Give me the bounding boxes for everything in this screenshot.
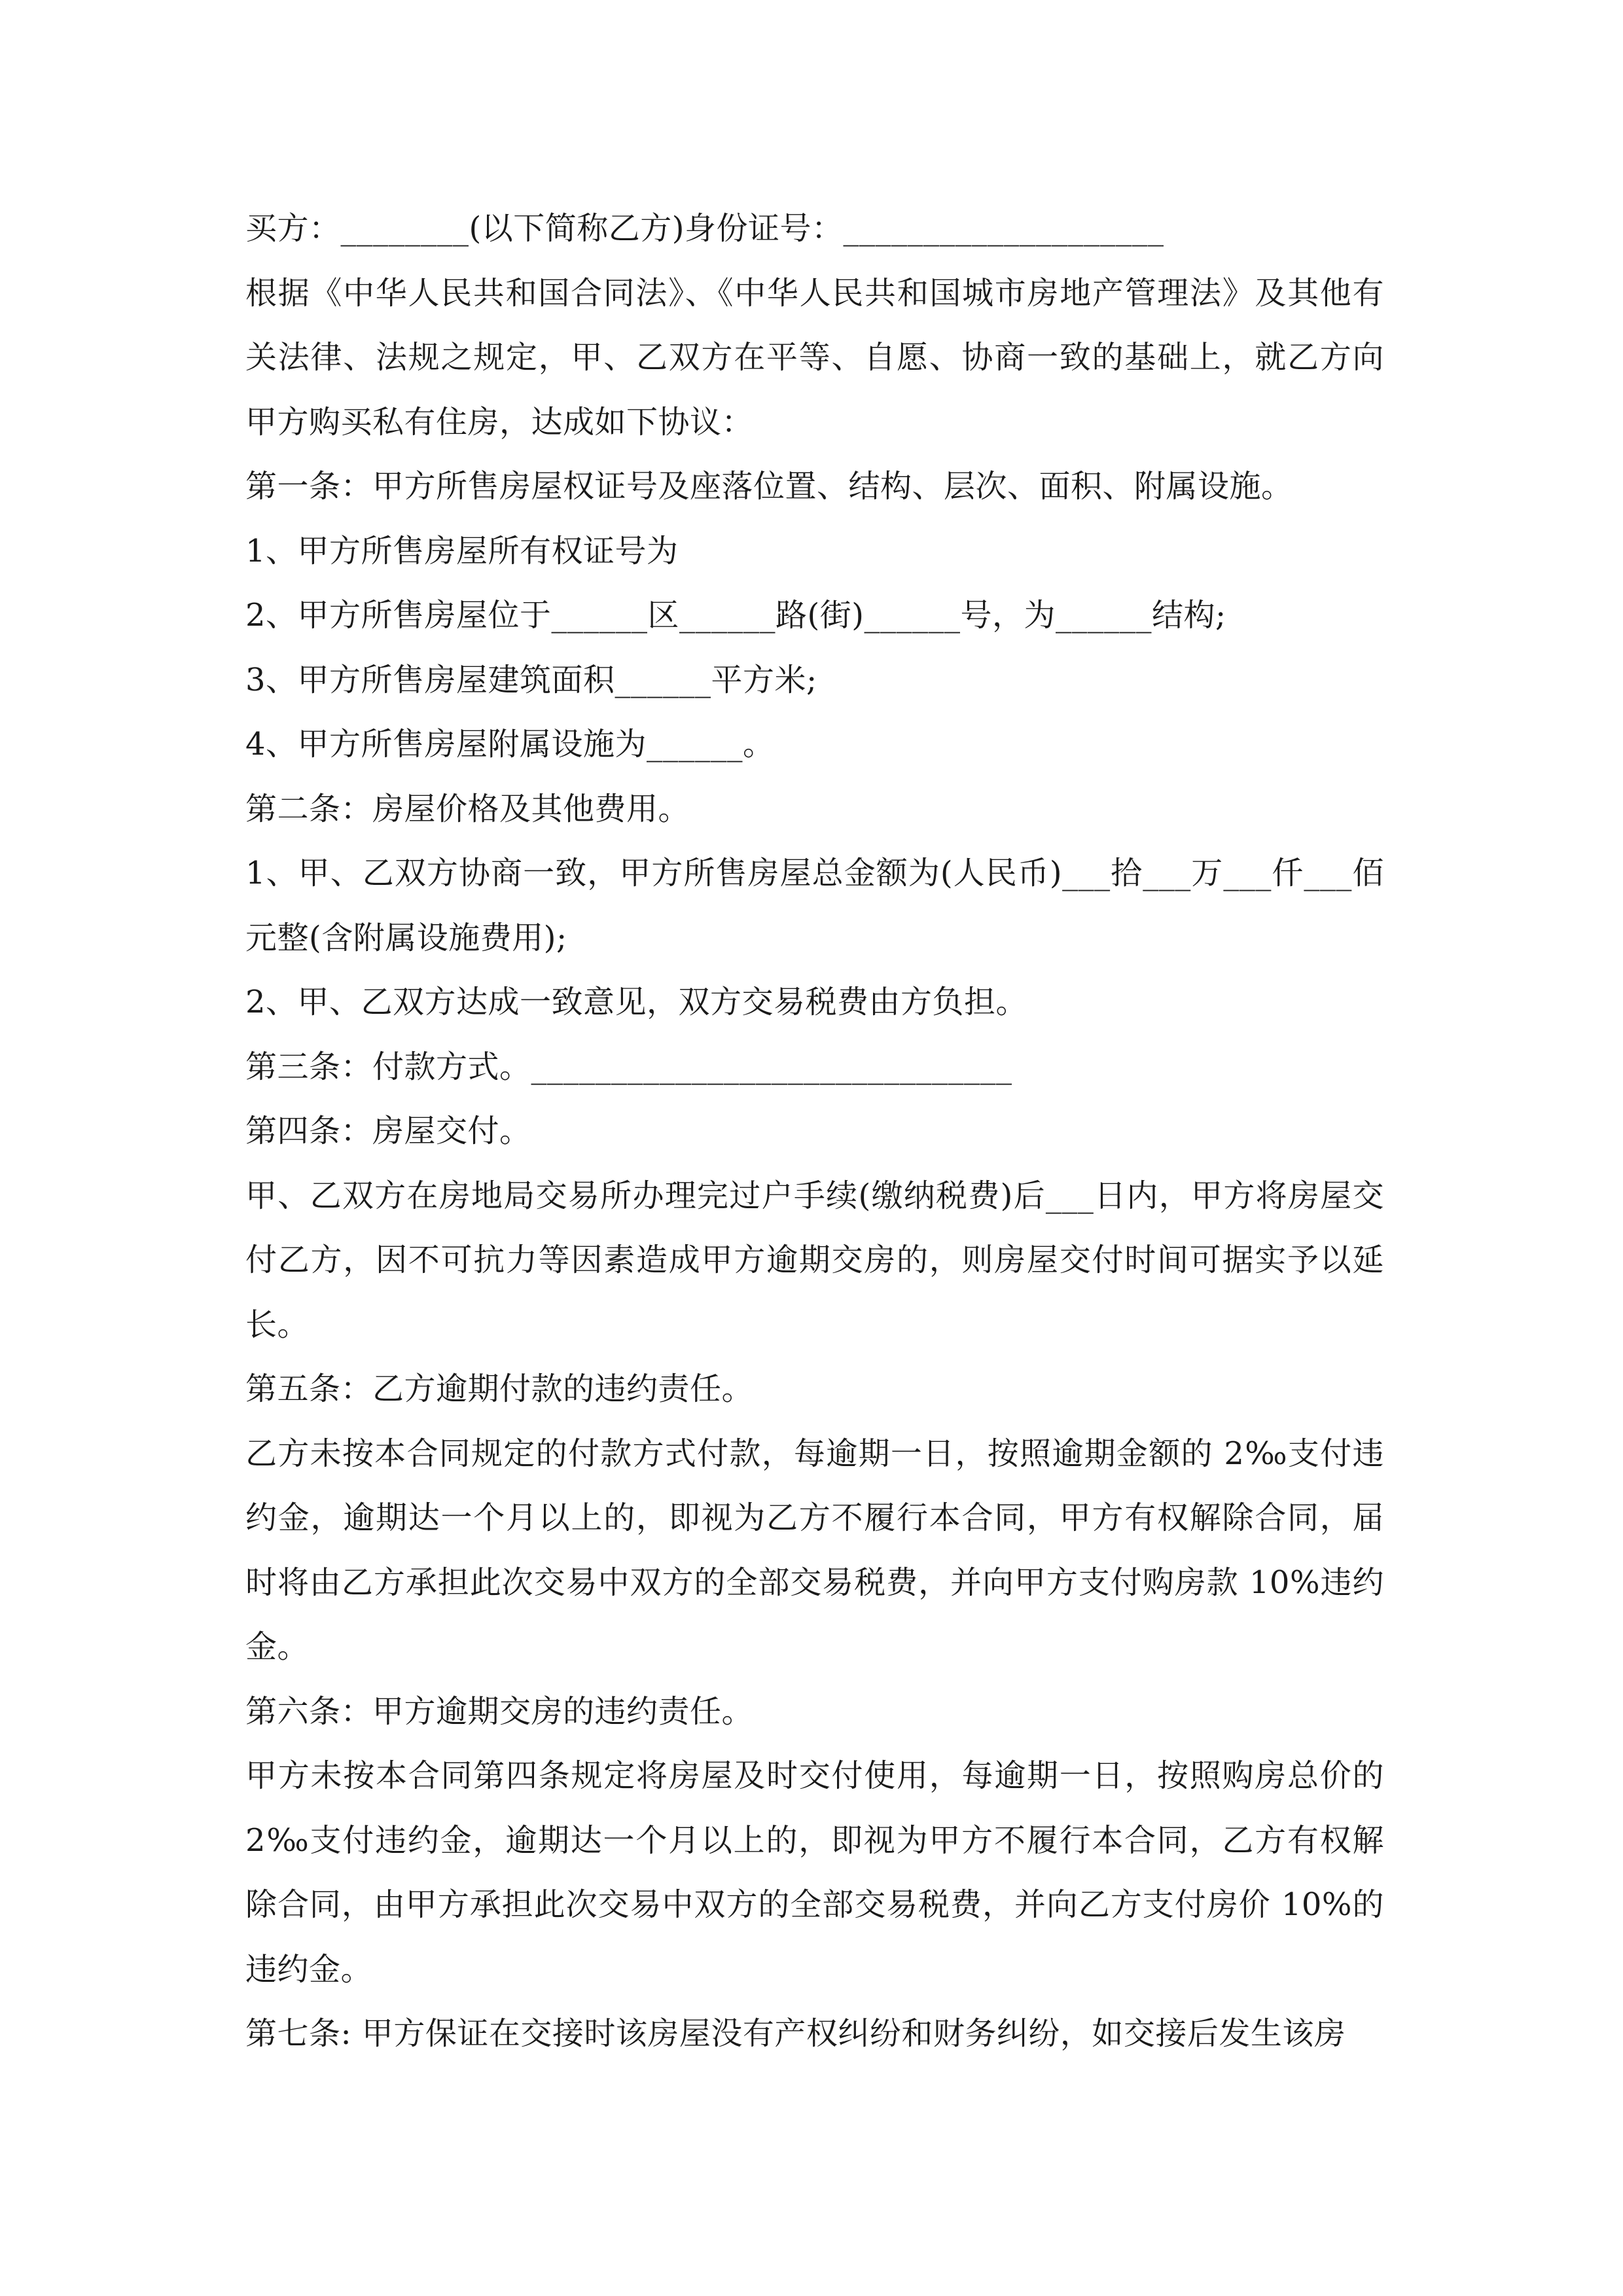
- article-1-item-4: 4、甲方所售房屋附属设施为______。: [245, 726, 775, 762]
- article-2-heading: 第二条：房屋价格及其他费用。: [245, 790, 690, 827]
- article-1-item-3: 3、甲方所售房屋建筑面积______平方米;: [245, 661, 817, 698]
- contract-body: [245, 196, 1395, 2066]
- article-7-partial: 第七条: 甲方保证在交接时该房屋没有产权纠纷和财务纠纷，如交接后发生该房: [245, 2015, 1346, 2052]
- article-6-heading: 第六条：甲方逾期交房的违约责任。: [245, 1693, 754, 1730]
- article-5-heading: 第五条：乙方逾期付款的违约责任。: [245, 1371, 754, 1407]
- preamble-paragraph: 根据《中华人民共和国合同法》、《中华人民共和国城市房地产管理法》及其他有关法律、法规之规定，甲、乙双方在平等、自愿、协商一致的基础上，就乙方向甲方购买私有住房，达成如下协议：: [245, 274, 1384, 440]
- article-4-heading: 第四条：房屋交付。: [245, 1113, 531, 1149]
- article-2-item-2: 2、甲、乙双方达成一致意见，双方交易税费由方负担。: [245, 984, 1028, 1020]
- article-6-body: 甲方未按本合同第四条规定将房屋及时交付使用，每逾期一日，按照购房总价的 2‰支付违约金，逾期达一个月以上的，即视为甲方不履行本合同，乙方有权解除合同，由甲方承担此次交易中双方的全部交易税费，并向乙方支付房价 10%的违约金。: [245, 1757, 1395, 1988]
- article-4-body: 甲、乙双方在房地局交易所办理完过户手续(缴纳税费)后___日内，甲方将房屋交付乙方，因不可抗力等因素造成甲方逾期交房的，则房屋交付时间可据实予以延长。: [245, 1177, 1384, 1343]
- buyer-line: 买方：________(以下简称乙方)身份证号：____________________: [245, 210, 1164, 247]
- article-1-item-1: 1、甲方所售房屋所有权证号为: [245, 532, 679, 569]
- article-5-body: 乙方未按本合同规定的付款方式付款，每逾期一日，按照逾期金额的 2‰支付违约金，逾期达一个月以上的，即视为乙方不履行本合同，甲方有权解除合同，届时将由乙方承担此次交易中双方的全部交易税费，并向甲方支付购房款 10%违约金。: [245, 1435, 1384, 1665]
- article-3-heading: 第三条：付款方式。______________________________: [245, 1048, 1012, 1085]
- article-2-item-1: 1、甲、乙双方协商一致，甲方所售房屋总金额为(人民币)___拾___万___仟___佰元整(含附属设施费用);: [245, 855, 1384, 956]
- article-1-heading: 第一条：甲方所售房屋权证号及座落位置、结构、层次、面积、附属设施。: [245, 468, 1293, 505]
- article-1-item-2: 2、甲方所售房屋位于______区______路(街)______号，为______结构;: [245, 597, 1226, 634]
